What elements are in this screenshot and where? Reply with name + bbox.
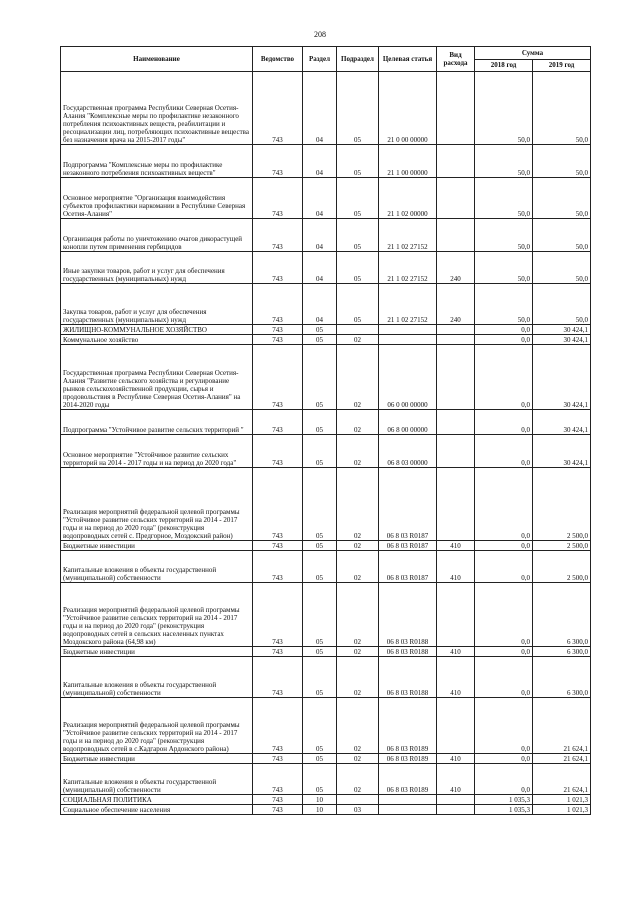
row-subsection: 02	[337, 657, 379, 698]
row-dept: 743	[253, 284, 303, 325]
row-dept: 743	[253, 252, 303, 284]
row-exp-type	[437, 72, 475, 145]
row-sum-2019: 50,0	[533, 145, 591, 178]
row-exp-type	[437, 410, 475, 435]
row-name: Реализация мероприятий федеральной целевой программы "Устойчивое развитие сельских территорий на 2014 - 2017 годы и на период до 2020 года" (реконструкция водопроводных сетей с. Предгорное, Моздокский район)	[61, 468, 253, 541]
row-sum-2018: 50,0	[475, 178, 533, 219]
row-subsection: 02	[337, 764, 379, 795]
row-sum-2019: 6 300,0	[533, 657, 591, 698]
row-name: СОЦИАЛЬНАЯ ПОЛИТИКА	[61, 795, 253, 805]
header-dept: Ведомство	[253, 47, 303, 72]
row-exp-type	[437, 698, 475, 754]
row-target: 21 1 02 27152	[379, 252, 437, 284]
row-section: 05	[303, 410, 337, 435]
table-row	[61, 345, 591, 410]
table-row	[61, 325, 591, 335]
row-target: 06 8 03 R0189	[379, 764, 437, 795]
row-exp-type	[437, 795, 475, 805]
row-section: 04	[303, 72, 337, 145]
row-subsection	[337, 325, 379, 335]
row-sum-2018: 0,0	[475, 325, 533, 335]
row-sum-2019: 21 624,1	[533, 754, 591, 764]
table-row	[61, 435, 591, 468]
row-dept: 743	[253, 219, 303, 252]
row-name: Государственная программа Республики Северная Осетия-Алания "Развитие сельского хозяйства и регулирование рынков сельскохозяйственной продукции, сырья и продовольствия в Республике Северная Осетия-Алания" на 2014-2020 годы	[61, 345, 253, 410]
row-subsection: 02	[337, 551, 379, 583]
row-section: 04	[303, 284, 337, 325]
row-section: 05	[303, 551, 337, 583]
row-sum-2019: 30 424,1	[533, 335, 591, 345]
table-row	[61, 583, 591, 647]
row-subsection: 05	[337, 284, 379, 325]
row-subsection: 05	[337, 219, 379, 252]
row-subsection: 02	[337, 410, 379, 435]
row-sum-2019: 30 424,1	[533, 345, 591, 410]
row-dept: 743	[253, 72, 303, 145]
row-exp-type	[437, 583, 475, 647]
row-target: 06 8 00 00000	[379, 410, 437, 435]
row-section: 05	[303, 698, 337, 754]
row-name: Коммунальное хозяйство	[61, 335, 253, 345]
row-subsection: 02	[337, 698, 379, 754]
row-exp-type	[437, 805, 475, 815]
table-row	[61, 72, 591, 145]
row-name: Закупка товаров, работ и услуг для обеспечения государственных (муниципальных) нужд	[61, 284, 253, 325]
header-2019: 2019 год	[533, 60, 591, 72]
row-target: 06 8 03 R0187	[379, 541, 437, 551]
row-target: 06 8 03 R0189	[379, 698, 437, 754]
row-subsection: 05	[337, 178, 379, 219]
row-exp-type	[437, 145, 475, 178]
row-name: Подпрограмма "Устойчивое развитие сельских территорий "	[61, 410, 253, 435]
table-row	[61, 145, 591, 178]
row-exp-type: 410	[437, 541, 475, 551]
row-sum-2019: 50,0	[533, 284, 591, 325]
row-sum-2019: 2 500,0	[533, 551, 591, 583]
row-exp-type	[437, 468, 475, 541]
row-sum-2019: 30 424,1	[533, 410, 591, 435]
row-target	[379, 335, 437, 345]
row-sum-2018: 0,0	[475, 345, 533, 410]
row-sum-2018: 0,0	[475, 551, 533, 583]
row-sum-2018: 50,0	[475, 72, 533, 145]
row-sum-2018: 50,0	[475, 145, 533, 178]
row-subsection: 02	[337, 754, 379, 764]
row-name: Бюджетные инвестиции	[61, 541, 253, 551]
row-subsection: 05	[337, 145, 379, 178]
table-row	[61, 284, 591, 325]
row-target: 06 8 03 00000	[379, 435, 437, 468]
table-row	[61, 335, 591, 345]
page-number: 208	[314, 30, 326, 39]
row-sum-2019: 50,0	[533, 178, 591, 219]
row-subsection: 02	[337, 345, 379, 410]
row-sum-2018: 0,0	[475, 583, 533, 647]
row-subsection: 02	[337, 335, 379, 345]
row-section: 05	[303, 325, 337, 335]
row-target: 21 1 00 00000	[379, 145, 437, 178]
row-exp-type	[437, 435, 475, 468]
row-section: 05	[303, 541, 337, 551]
header-section: Раздел	[303, 47, 337, 72]
row-section: 10	[303, 795, 337, 805]
row-name: Капитальные вложения в объекты государственной (муниципальной) собственности	[61, 764, 253, 795]
row-exp-type: 410	[437, 551, 475, 583]
row-name: Реализация мероприятий федеральной целевой программы "Устойчивое развитие сельских территорий на 2014 - 2017 годы и на период до 2020 года" (реконструкция водопроводных сетей в сельских населенных пунктах Моздокского района (64,98 км)	[61, 583, 253, 647]
row-sum-2019: 2 500,0	[533, 541, 591, 551]
row-target: 06 0 00 00000	[379, 345, 437, 410]
row-target	[379, 805, 437, 815]
row-sum-2019: 1 021,3	[533, 805, 591, 815]
row-section: 04	[303, 178, 337, 219]
row-target: 06 8 03 R0187	[379, 551, 437, 583]
row-sum-2019: 6 300,0	[533, 647, 591, 657]
row-target: 06 8 03 R0189	[379, 754, 437, 764]
row-section: 05	[303, 754, 337, 764]
table-row	[61, 551, 591, 583]
row-exp-type: 240	[437, 284, 475, 325]
row-sum-2019: 30 424,1	[533, 435, 591, 468]
row-sum-2019: 30 424,1	[533, 325, 591, 335]
row-section: 05	[303, 764, 337, 795]
row-dept: 743	[253, 345, 303, 410]
row-dept: 743	[253, 764, 303, 795]
table-row	[61, 219, 591, 252]
row-exp-type: 410	[437, 754, 475, 764]
row-target: 21 0 00 00000	[379, 72, 437, 145]
table-row	[61, 647, 591, 657]
row-sum-2019: 50,0	[533, 219, 591, 252]
row-exp-type	[437, 178, 475, 219]
table-body	[61, 72, 591, 815]
row-name: Бюджетные инвестиции	[61, 754, 253, 764]
row-target: 06 8 03 R0188	[379, 647, 437, 657]
budget-table	[60, 46, 591, 815]
row-sum-2018: 0,0	[475, 335, 533, 345]
row-subsection: 02	[337, 468, 379, 541]
row-section: 04	[303, 145, 337, 178]
row-name: Бюджетные инвестиции	[61, 647, 253, 657]
header-subsection: Подраздел	[337, 47, 379, 72]
row-sum-2018: 0,0	[475, 541, 533, 551]
row-name: Организация работы по уничтожению очагов дикорастущей конопли путем применения гербицидов	[61, 219, 253, 252]
table-row	[61, 795, 591, 805]
row-subsection: 03	[337, 805, 379, 815]
row-sum-2018: 0,0	[475, 435, 533, 468]
table-row	[61, 698, 591, 754]
row-target: 21 1 02 27152	[379, 219, 437, 252]
row-name: Социальное обеспечение населения	[61, 805, 253, 815]
row-dept: 743	[253, 657, 303, 698]
row-section: 04	[303, 252, 337, 284]
row-subsection: 02	[337, 583, 379, 647]
row-dept: 743	[253, 583, 303, 647]
row-section: 10	[303, 805, 337, 815]
row-exp-type: 410	[437, 647, 475, 657]
row-name: Капитальные вложения в объекты государственной (муниципальной) собственности	[61, 657, 253, 698]
row-name: Реализация мероприятий федеральной целевой программы "Устойчивое развитие сельских территорий на 2014 - 2017 годы и на период до 2020 года" (реконструкция водопроводных сетей в с.Кадгарон Ардонского района)	[61, 698, 253, 754]
row-exp-type	[437, 345, 475, 410]
row-exp-type	[437, 219, 475, 252]
row-sum-2019: 50,0	[533, 72, 591, 145]
row-dept: 743	[253, 468, 303, 541]
row-section: 05	[303, 435, 337, 468]
row-exp-type: 410	[437, 764, 475, 795]
header-name: Наименование	[61, 47, 253, 72]
table-row	[61, 657, 591, 698]
row-subsection: 02	[337, 647, 379, 657]
row-section: 04	[303, 219, 337, 252]
row-name: Подпрограмма "Комплексные меры по профилактике незаконного потребления психоактивных веществ"	[61, 145, 253, 178]
row-sum-2018: 50,0	[475, 284, 533, 325]
row-subsection	[337, 795, 379, 805]
table-row	[61, 541, 591, 551]
row-sum-2018: 50,0	[475, 252, 533, 284]
row-sum-2018: 0,0	[475, 754, 533, 764]
row-sum-2018: 50,0	[475, 219, 533, 252]
row-section: 05	[303, 657, 337, 698]
row-dept: 743	[253, 325, 303, 335]
row-dept: 743	[253, 805, 303, 815]
row-subsection: 02	[337, 435, 379, 468]
row-target	[379, 325, 437, 335]
row-dept: 743	[253, 541, 303, 551]
row-subsection: 02	[337, 541, 379, 551]
row-dept: 743	[253, 178, 303, 219]
row-sum-2019: 21 624,1	[533, 698, 591, 754]
row-target: 21 1 02 00000	[379, 178, 437, 219]
row-name: ЖИЛИЩНО-КОММУНАЛЬНОЕ ХОЗЯЙСТВО	[61, 325, 253, 335]
row-target	[379, 795, 437, 805]
row-sum-2018: 1 035,3	[475, 795, 533, 805]
table-row	[61, 410, 591, 435]
row-subsection: 05	[337, 252, 379, 284]
row-dept: 743	[253, 795, 303, 805]
table-row	[61, 805, 591, 815]
row-sum-2019: 21 624,1	[533, 764, 591, 795]
row-section: 05	[303, 583, 337, 647]
row-target: 06 8 03 R0188	[379, 657, 437, 698]
row-sum-2018: 0,0	[475, 410, 533, 435]
row-sum-2019: 2 500,0	[533, 468, 591, 541]
row-exp-type	[437, 335, 475, 345]
row-target: 06 8 03 R0187	[379, 468, 437, 541]
header-sum: Сумма	[475, 47, 591, 60]
row-exp-type: 410	[437, 657, 475, 698]
row-target: 06 8 03 R0188	[379, 583, 437, 647]
header-2018: 2018 год	[475, 60, 533, 72]
row-sum-2019: 1 021,3	[533, 795, 591, 805]
row-name: Основное мероприятие "Устойчивое развитие сельских территорий на 2014 - 2017 годы и на период до 2020 года"	[61, 435, 253, 468]
row-dept: 743	[253, 647, 303, 657]
row-sum-2018: 0,0	[475, 698, 533, 754]
row-exp-type	[437, 325, 475, 335]
row-dept: 743	[253, 435, 303, 468]
row-sum-2018: 0,0	[475, 657, 533, 698]
row-dept: 743	[253, 698, 303, 754]
header-exp-type: Вид расхода	[437, 47, 475, 72]
row-name: Основное мероприятие "Организация взаимодействия субъектов профилактики наркомании в Республике Северная Осетия-Алания"	[61, 178, 253, 219]
row-name: Иные закупки товаров, работ и услуг для обеспечения государственных (муниципальных) нужд	[61, 252, 253, 284]
row-dept: 743	[253, 410, 303, 435]
row-name: Государственная программа Республики Северная Осетия-Алания "Комплексные меры по профилактике незаконного потребления психоактивных веществ, реабилитации и ресоциализации лиц, потребляющих психоактивные вещества без назначения врача на 2015-2017 годы"	[61, 72, 253, 145]
row-exp-type: 240	[437, 252, 475, 284]
row-sum-2018: 0,0	[475, 468, 533, 541]
row-sum-2019: 50,0	[533, 252, 591, 284]
row-sum-2018: 0,0	[475, 764, 533, 795]
table-row	[61, 252, 591, 284]
row-sum-2018: 0,0	[475, 647, 533, 657]
row-section: 05	[303, 335, 337, 345]
row-dept: 743	[253, 145, 303, 178]
table-row	[61, 468, 591, 541]
row-name: Капитальные вложения в объекты государственной (муниципальной) собственности	[61, 551, 253, 583]
header-target: Целевая статья	[379, 47, 437, 72]
row-sum-2019: 6 300,0	[533, 583, 591, 647]
row-section: 05	[303, 647, 337, 657]
table-row	[61, 178, 591, 219]
table-row	[61, 764, 591, 795]
row-target: 21 1 02 27152	[379, 284, 437, 325]
row-sum-2018: 1 035,3	[475, 805, 533, 815]
row-dept: 743	[253, 754, 303, 764]
row-subsection: 05	[337, 72, 379, 145]
row-dept: 743	[253, 551, 303, 583]
row-dept: 743	[253, 335, 303, 345]
table-row	[61, 754, 591, 764]
row-section: 05	[303, 345, 337, 410]
row-section: 05	[303, 468, 337, 541]
